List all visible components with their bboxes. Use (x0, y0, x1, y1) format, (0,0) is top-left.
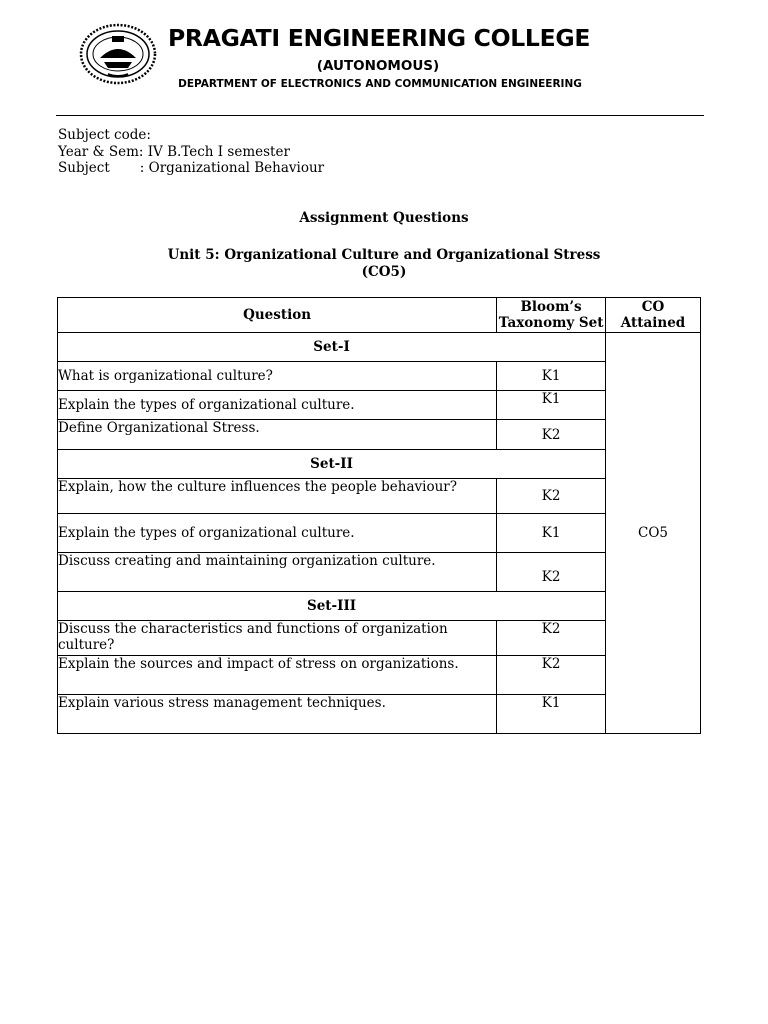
bloom-level: K2 (497, 420, 606, 450)
table-row (58, 391, 701, 420)
bloom-header-line1: Bloom’s (520, 299, 582, 315)
question-text: Discuss the characteristics and functions of organization culture? (58, 621, 497, 656)
bloom-level: K2 (497, 479, 606, 514)
question-header: Question (58, 298, 497, 333)
co-header-line1: CO (641, 299, 665, 315)
question-text: Define Organizational Stress. (58, 420, 497, 450)
table-row (58, 362, 701, 391)
college-name: PRAGATI ENGINEERING COLLEGE (168, 24, 591, 52)
co-header (606, 298, 701, 333)
table-row (58, 553, 701, 592)
table-row (58, 514, 701, 553)
bloom-header (497, 298, 606, 333)
bloom-header-line2: Taxonomy Set (498, 315, 604, 331)
table-row (58, 479, 701, 514)
table-row (58, 420, 701, 450)
question-text: Explain, how the culture influences the people behaviour? (58, 479, 497, 514)
college-seal-icon (78, 22, 158, 86)
subject-details (58, 127, 324, 177)
table-row (58, 621, 701, 656)
set-row (58, 592, 701, 621)
question-text: Explain the types of organizational culture. (58, 391, 497, 420)
set-label: Set-I (58, 333, 606, 362)
bloom-level: K1 (497, 695, 606, 734)
co-attained-value: CO5 (606, 333, 701, 734)
question-text: Explain various stress management techniques. (58, 695, 497, 734)
table-header-row (58, 298, 701, 333)
set-row (58, 450, 701, 479)
question-text: Explain the types of organizational culture. (58, 514, 497, 553)
set-row (58, 333, 701, 362)
bloom-level: K1 (497, 362, 606, 391)
bloom-level: K2 (497, 553, 606, 592)
subject-name: Subject : Organizational Behaviour (58, 160, 325, 176)
question-text: What is organizational culture? (58, 362, 497, 391)
subject-code: Subject code: (58, 127, 151, 143)
assignment-title: Assignment Questions (299, 210, 469, 226)
question-text: Discuss creating and maintaining organization culture. (58, 553, 497, 592)
table-row (58, 695, 701, 734)
co-title: (CO5) (361, 264, 407, 280)
bloom-level: K2 (497, 656, 606, 695)
table-row (58, 656, 701, 695)
co-header-line2: Attained (620, 315, 686, 331)
department-name: DEPARTMENT OF ELECTRONICS AND COMMUNICATION ENGINEERING (178, 78, 582, 90)
autonomous-status: (AUTONOMOUS) (316, 58, 440, 74)
header-divider (56, 115, 704, 116)
bloom-level: K1 (497, 391, 606, 420)
set-label: Set-III (58, 592, 606, 621)
bloom-level: K1 (497, 514, 606, 553)
question-text: Explain the sources and impact of stress on organizations. (58, 656, 497, 695)
questions-table (57, 297, 701, 734)
bloom-level: K2 (497, 621, 606, 656)
set-label: Set-II (58, 450, 606, 479)
document-header (0, 0, 768, 112)
year-semester: Year & Sem: IV B.Tech I semester (58, 143, 290, 160)
unit-title: Unit 5: Organizational Culture and Organizational Stress (167, 247, 601, 263)
